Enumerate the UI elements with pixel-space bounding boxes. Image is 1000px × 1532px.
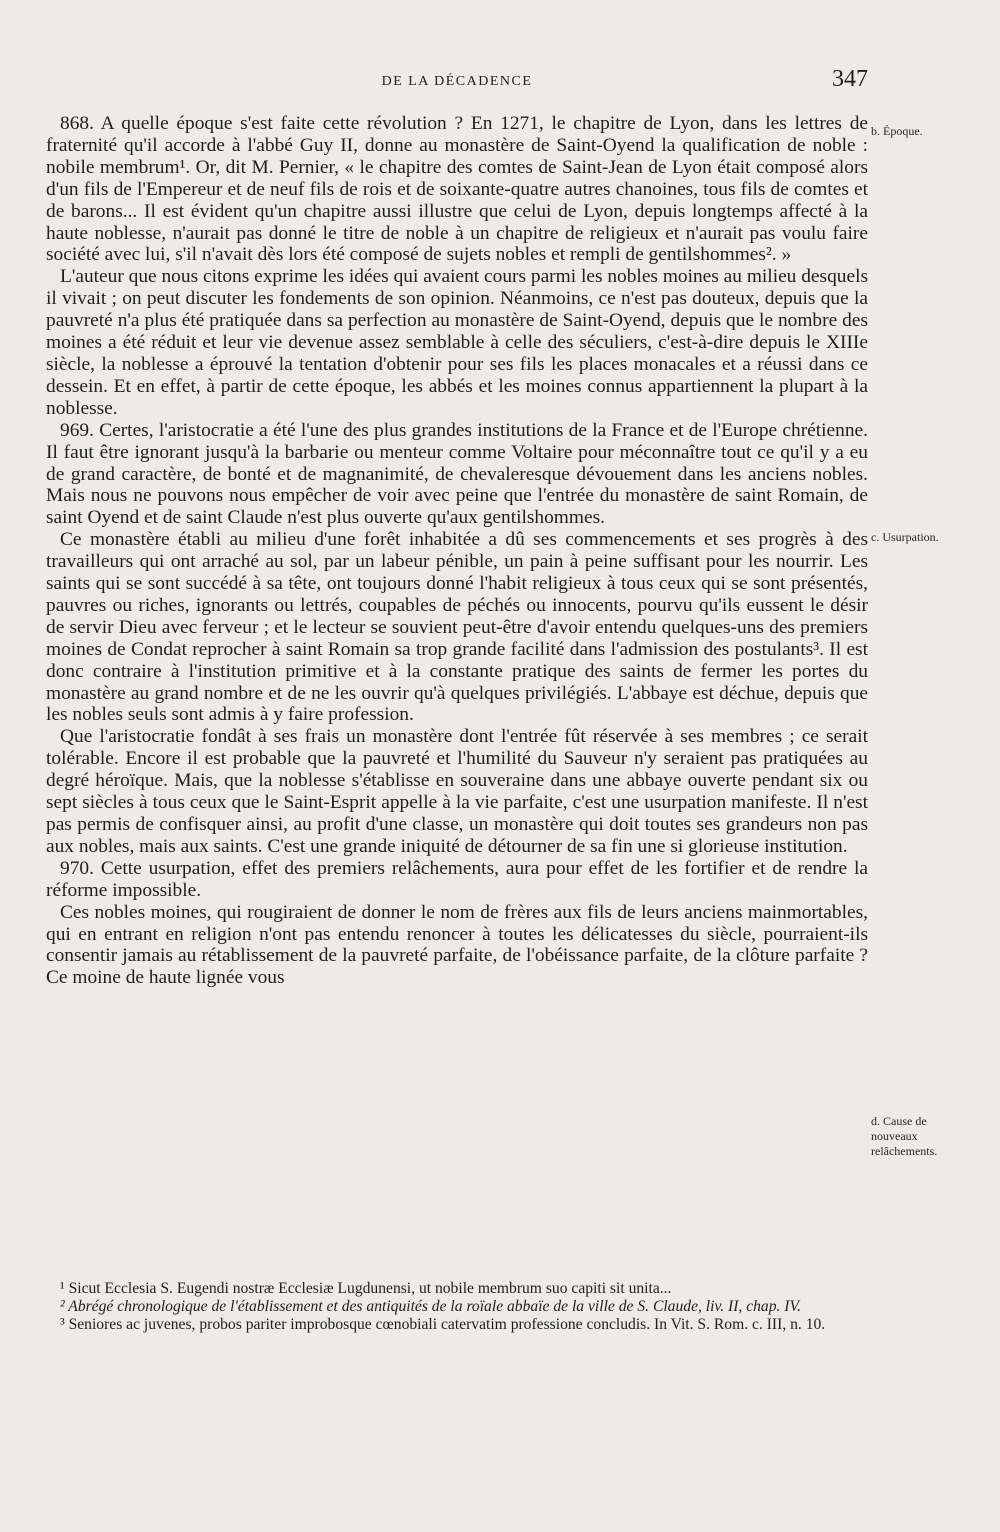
footnote-2: ² Abrégé chronologique de l'établissement et des antiquités de la roïale abbaïe de la ville de S. Claude, liv. II, chap. IV.: [60, 1298, 801, 1315]
paragraph-970: 970. Cette usurpation, effet des premiers relâchements, aura pour effet de les fortifier et de rendre la réforme impossible.: [46, 857, 868, 901]
paragraph-auteur: L'auteur que nous citons exprime les idées qui avaient cours parmi les nobles moines au milieu desquels il vivait ; on peut discuter les fondements de son opinion. Néanmoins, ce n'est pas douteux, depuis que la pauvreté n'a plus été pratiquée dans sa perfection au monastère de Saint-Oyend, depuis que le nombre des moines a été réduit et leur vie devenue assez semblable à celle des séculiers, c'est-à-dire depuis le XIIIe siècle, la noblesse a éprouvé la tentation d'obtenir pour ses fils les places monacales et a réussi dans ce dessein. Et en effet, à partir de cette époque, les abbés et les moines connus appartiennent la plupart à la noblesse.: [46, 266, 869, 419]
paragraph-868: 868. A quelle époque s'est faite cette révolution ? En 1271, le chapitre de Lyon, dans les lettres de fraternité qu'il accorde à l'abbé Guy II, donne au monastère de Saint-Oyend la qualification de noble : nobile membrum¹. Or, dit M. Pernier, « le chapitre des comtes de Saint-Jean de Lyon était composé alors d'un fils de l'Empereur et de neuf fils de rois et de soixante-quatre autres chanoines, tous fils de comtes et de barons... Il est évident qu'un chapitre aussi illustre que celui de Lyon, depuis longtemps affecté à la haute noblesse, n'aurait pas donné le titre de noble à un chapitre de religieux et n'aurait pas voulu faire société avec lui, s'il n'avait dès lors été composé de sujets nobles et rempli de gentilshommes². »: [46, 113, 868, 266]
page-number: 347: [832, 66, 868, 92]
footnotes: [46, 1280, 868, 1334]
paragraph-aristocratie: Que l'aristocratie fondât à ses frais un monastère dont l'entrée fût réservée à ses membres ; ce serait tolérable. Encore il est probable que la pauvreté et l'humilité du Sauveur n'y seraient pas pratiquées au degré héroïque. Mais, que la noblesse s'établisse en souveraine dans une abbaye ouverte pendant six ou sept siècles à tous ceux que le Saint-Esprit appelle à la vie parfaite, c'est une usurpation manifeste. Il n'est pas permis de confisquer ainsi, au profit d'une classe, un monastère qui doit toutes ses grandeurs non pas aux nobles, mais aux saints. C'est une grande iniquité de détourner de sa fin une si glorieuse institution.: [46, 726, 868, 857]
main-text: [46, 113, 868, 989]
margin-note-cause: d. Cause de nouveaux relâchements.: [871, 1114, 938, 1158]
paragraph-monastere: Ce monastère établi au milieu d'une forêt inhabitée a dû ses commencements et ses progrès à des travailleurs qui ont arraché au sol, par un labeur pénible, un pain à peine suffisant pour les nourrir. Les saints qui se sont succédé à sa tête, ont toujours donné l'habit religieux à tous ceux qui se sont présentés, pauvres ou riches, ignorants ou lettrés, coupables de péchés ou innocents, pourvu qu'ils eussent le désir de servir Dieu avec ferveur ; et le lecteur se souvient peut-être d'avoir entendu quelques-uns des premiers moines de Condat reprocher à saint Romain sa trop grande facilité dans l'admission des postulants³. Il est donc contraire à l'institution primitive et à la constante pratique des saints de fermer les portes du monastère au grand nombre et de ne les ouvrir qu'à quelques privilégiés. L'abbaye est déchue, depuis que les nobles seuls sont admis à y faire profession.: [46, 529, 868, 726]
paragraph-969: 969. Certes, l'aristocratie a été l'une des plus grandes institutions de la France et de l'Europe chrétienne. Il faut être ignorant jusqu'à la barbarie ou menteur comme Voltaire pour méconnaître tout ce qu'il y a eu de grand caractère, de bonté et de magnanimité, de chevaleresque dévouement dans les anciens nobles. Mais nous ne pouvons nous empêcher de voir avec peine que l'entrée du monastère de saint Romain, de saint Oyend et de saint Claude n'est plus ouverte qu'aux gentilshommes.: [46, 419, 868, 529]
footnote-1: ¹ Sicut Ecclesia S. Eugendi nostræ Ecclesiæ Lugdunensi, ut nobile membrum suo capiti sit unita...: [60, 1280, 672, 1297]
margin-note-usurpation: c. Usurpation.: [871, 530, 939, 544]
footnote-3: ³ Seniores ac juvenes, probos pariter improbosque cœnobiali catervatim professione concludis. In Vit. S. Rom. c. III, n. 10.: [60, 1316, 826, 1333]
running-head: DE LA DÉCADENCE: [381, 74, 533, 89]
margin-note-epoque: b. Époque.: [871, 124, 923, 138]
paragraph-nobles-moines: Ces nobles moines, qui rougiraient de donner le nom de frères aux fils de leurs anciens mainmortables, qui en entrant en religion n'ont pas entendu renoncer à toutes les délicatesses du siècle, pourraient-ils consentir jamais au rétablissement de la pauvreté parfaite, de l'obéissance parfaite, de la clôture parfaite ? Ce moine de haute lignée vous: [46, 901, 868, 989]
page-header: [46, 66, 868, 96]
